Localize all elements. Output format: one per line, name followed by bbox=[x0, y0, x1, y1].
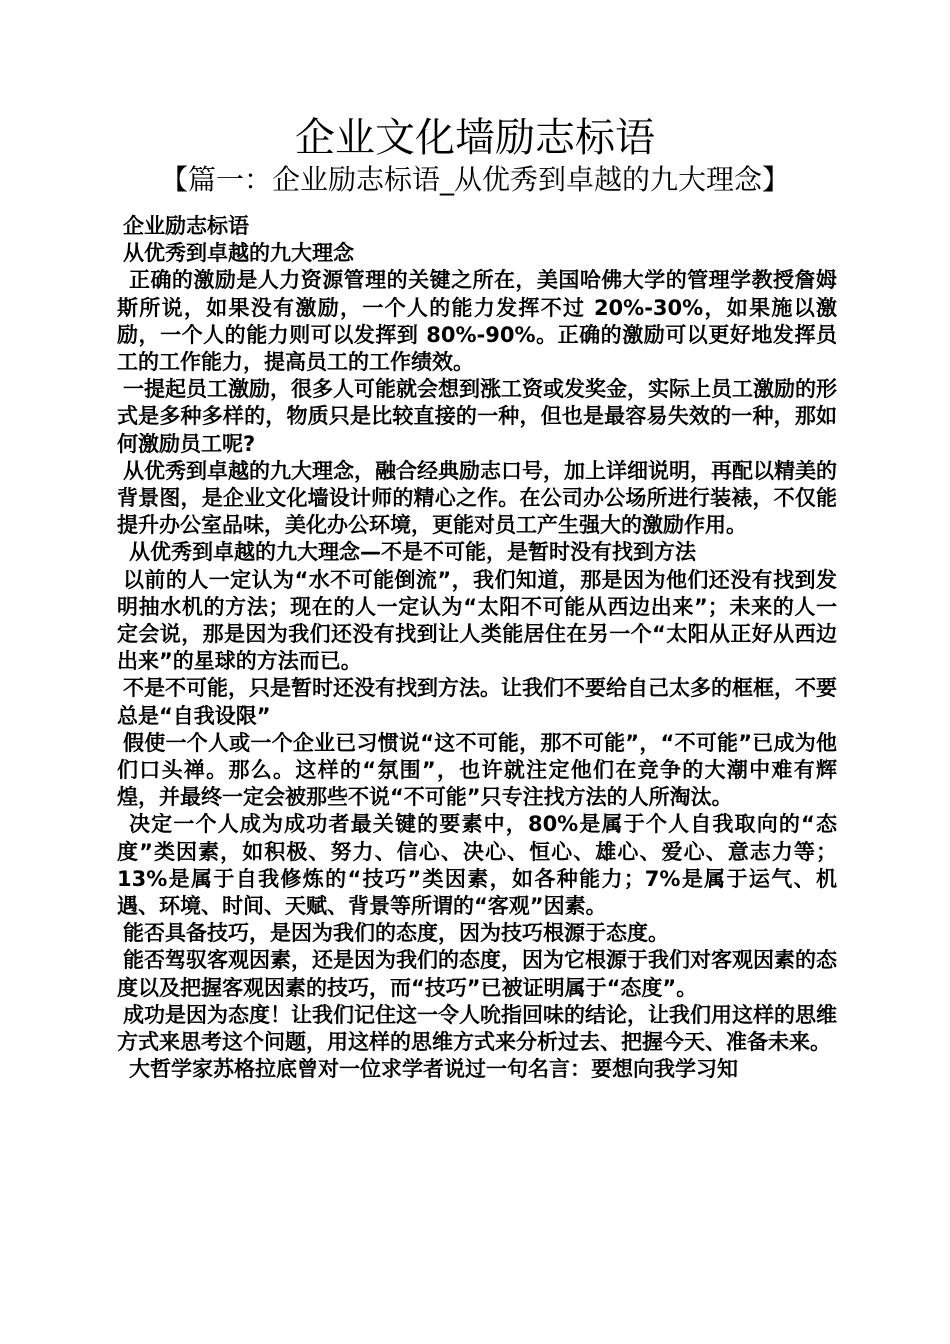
body-paragraph: 决定一个人成为成功者最关键的要素中，80%是属于个人自我取向的“态度”类因素，如积极、努力、信心、决心、恒心、雄心、爱心、意志力等；13%是属于自我修炼的“技巧”类因素，如各种能力；7%是属于运气、机遇、环境、时间、天赋、背景等所谓的“客观”因素。 bbox=[117, 812, 837, 919]
body-paragraph: 不是不可能，只是暂时还没有找到方法。让我们不要给自己太多的框框，不要总是“自我设限” bbox=[117, 676, 837, 728]
section-heading: 企业励志标语 bbox=[123, 214, 249, 238]
body-paragraph: 成功是因为态度！让我们记住这一令人吮指回味的结论，让我们用这样的思维方式来思考这个问题，用这样的思维方式来分析过去、把握今天、准备未来。 bbox=[117, 1002, 837, 1055]
body-paragraph: 从优秀到卓越的九大理念，融合经典励志口号，加上详细说明，再配以精美的背景图，是企业文化墙设计师的精心之作。在公司办公场所进行装裱，不仅能提升办公室品味，美化办公环境，更能对员工产生强大的激励作用。 bbox=[117, 458, 837, 538]
body-paragraph: 能否驾驭客观因素，还是因为我们的态度，因为它根源于我们对客观因素的态度以及把握客观因素的技巧，而“技巧”已被证明属于“态度”。 bbox=[117, 948, 837, 1000]
body-paragraph: 能否具备技巧，是因为我们的态度，因为技巧根源于态度。 bbox=[123, 921, 669, 946]
document-title: 企业文化墙励志标语 bbox=[295, 115, 655, 161]
body-paragraph: 大哲学家苏格拉底曾对一位求学者说过一句名言：要想向我学习知 bbox=[129, 1057, 738, 1082]
body-paragraph: 从优秀到卓越的九大理念—不是不可能，是暂时没有找到方法 bbox=[129, 540, 696, 565]
body-paragraph: 正确的激励是人力资源管理的关键之所在，美国哈佛大学的管理学教授詹姆斯所说，如果没有激励，一个人的能力发挥不过 20%-30%，如果施以激励，一个人的能力则可以发挥到 80%-90%。正确的激励可以更好地发挥员工的工作能力，提高员工的工作绩效。 bbox=[117, 268, 837, 375]
document-subtitle: 【篇一：企业励志标语_从优秀到卓越的九大理念】 bbox=[159, 163, 790, 196]
document-body bbox=[117, 213, 837, 1084]
body-paragraph: 以前的人一定认为“水不可能倒流”，我们知道，那是因为他们还没有找到发明抽水机的方法；现在的人一定认为“太阳不可能从西边出来”；未来的人一定会说，那是因为我们还没有找到让人类能居住在另一个“太阳从正好从西边出来”的星球的方法而已。 bbox=[117, 567, 837, 674]
section-subheading: 从优秀到卓越的九大理念 bbox=[123, 241, 354, 266]
body-paragraph: 假使一个人或一个企业已习惯说“这不可能，那不可能”，“不可能”已成为他们口头禅。那么。这样的“氛围”，也许就注定他们在竞争的大潮中难有辉煌，并最终一定会被那些不说“不可能”只专注找方法的人所淘汰。 bbox=[117, 730, 837, 810]
body-paragraph: 一提起员工激励，很多人可能就会想到涨工资或发奖金，实际上员工激励的形式是多种多样的，物质只是比较直接的一种，但也是最容易失效的一种，那如何激励员工呢? bbox=[117, 377, 837, 456]
